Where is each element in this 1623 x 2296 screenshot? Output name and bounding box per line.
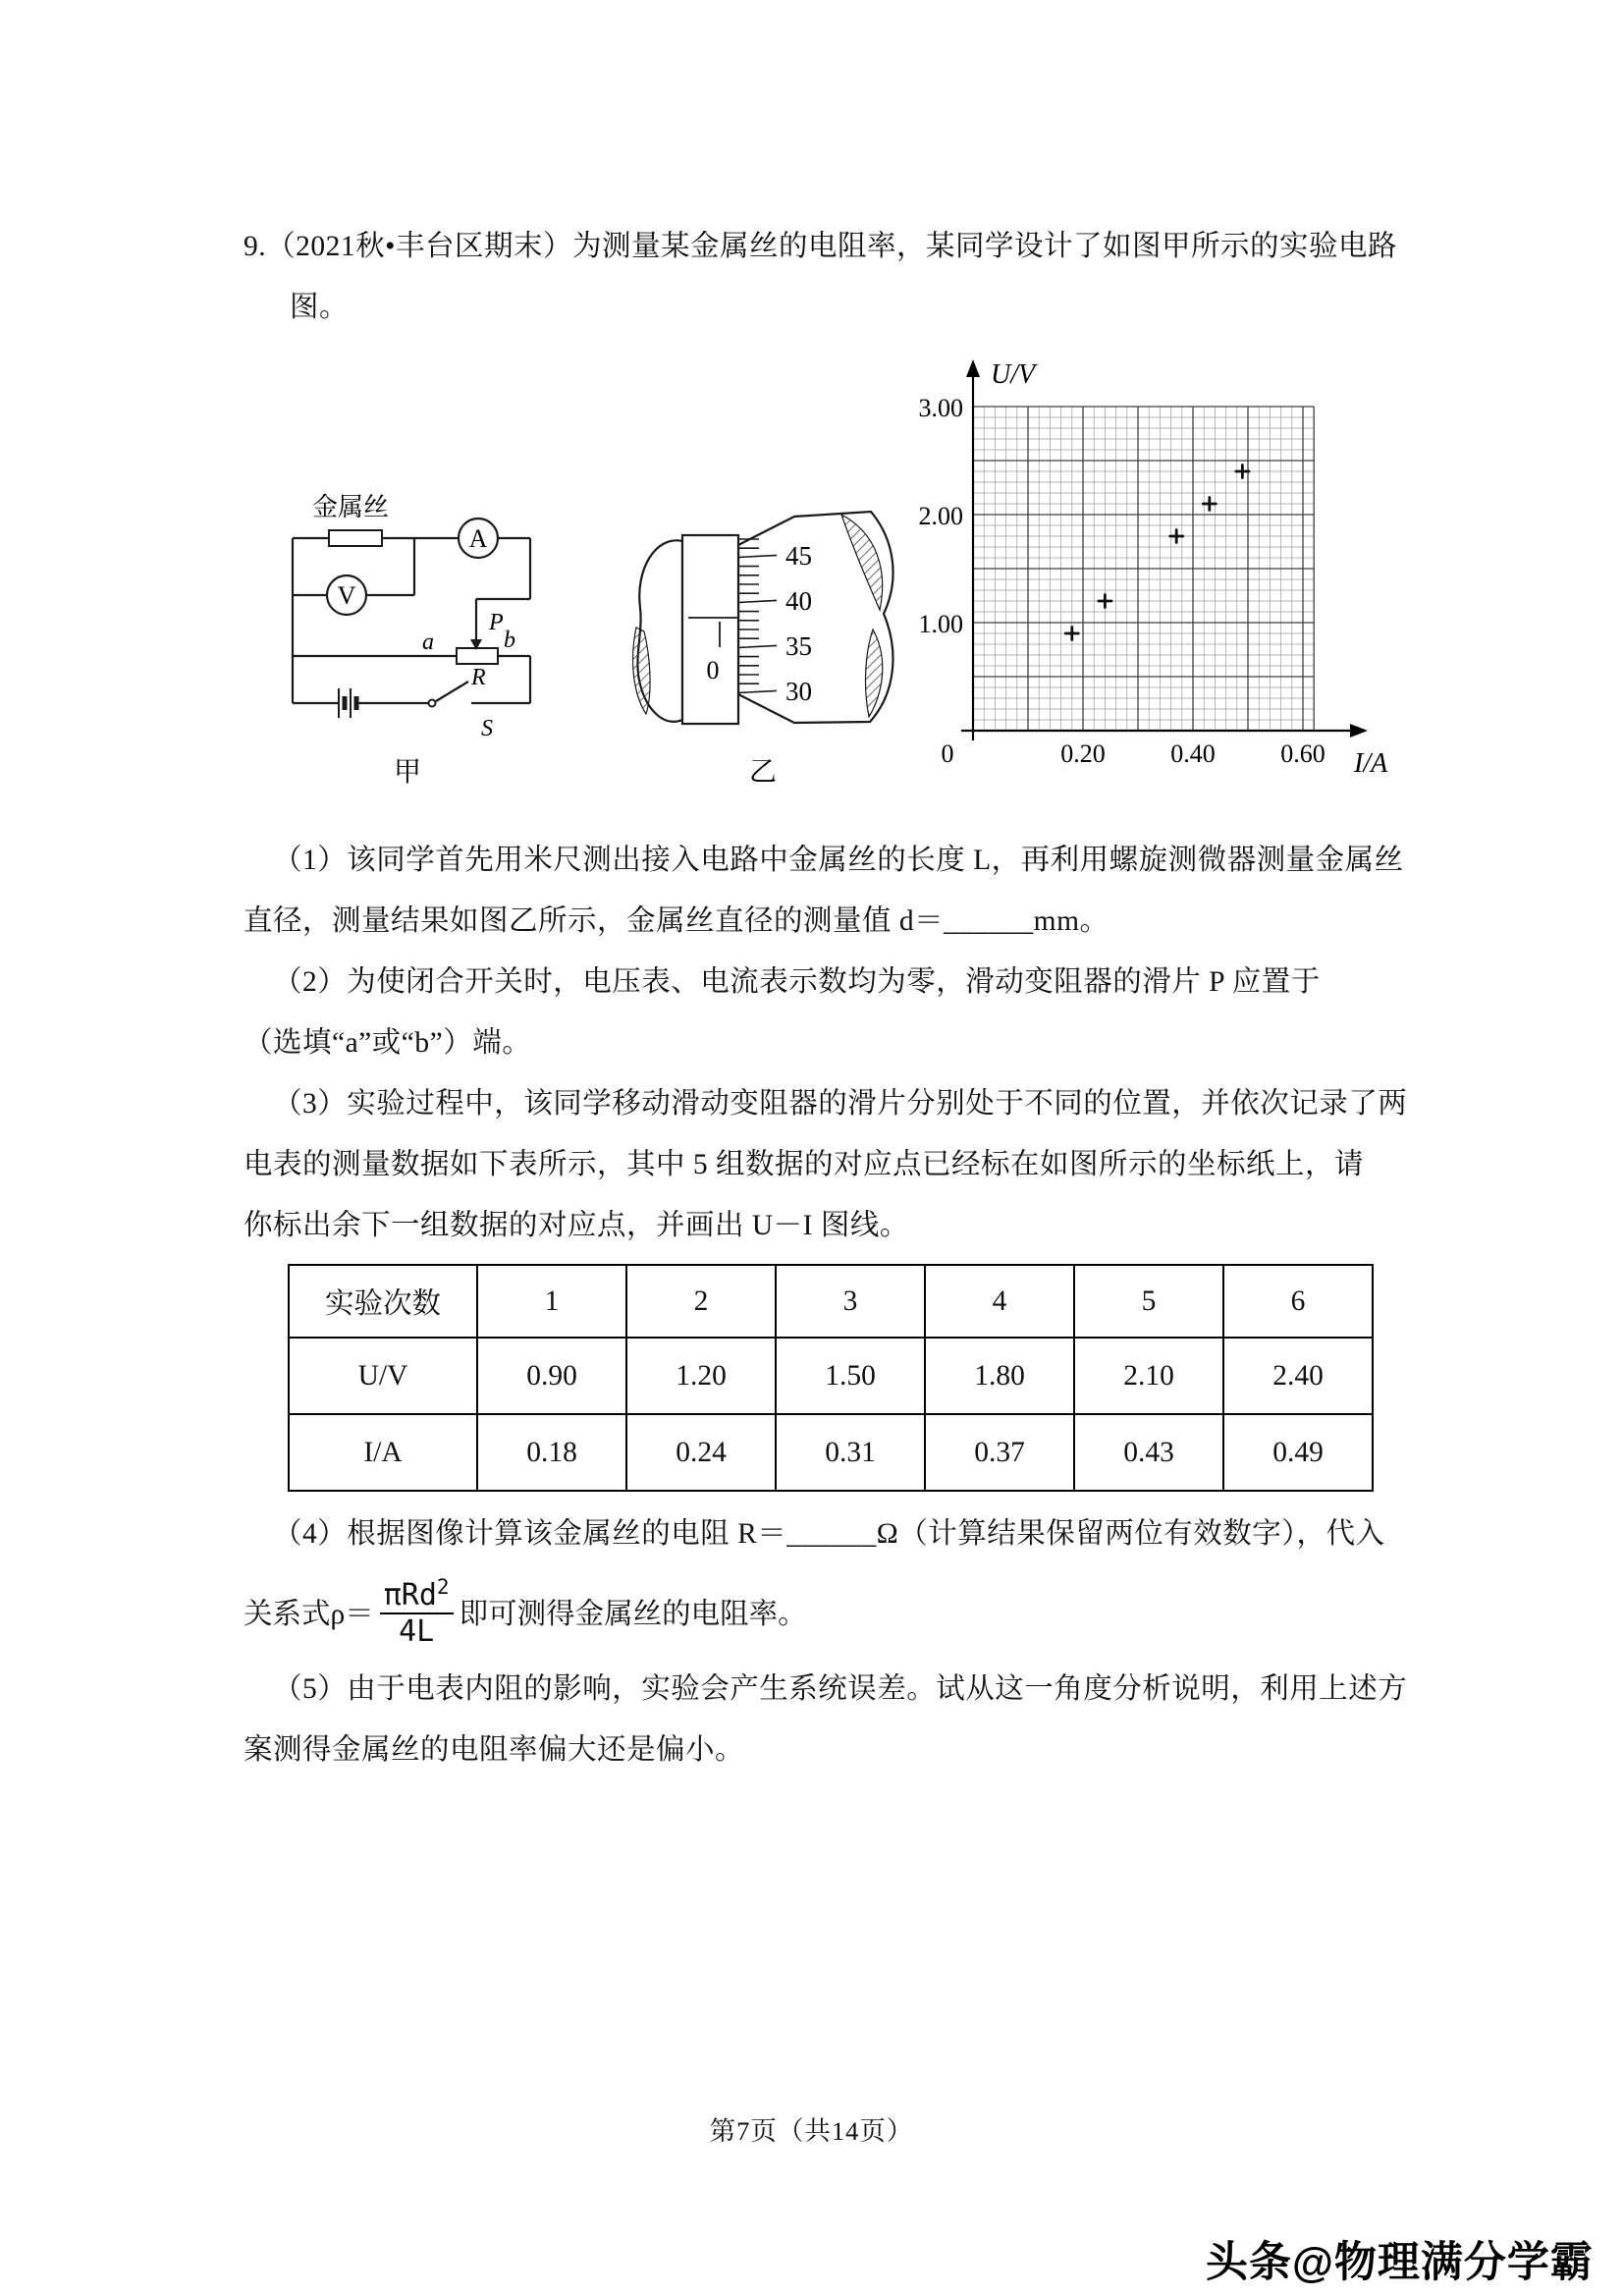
y-axis-arrow-icon: [966, 359, 980, 377]
graph-axes: [961, 369, 1356, 740]
circuit-diagram-figure: [187, 474, 579, 791]
circuit-caption: 甲: [393, 757, 422, 788]
table-cell: 1.20: [626, 1338, 776, 1414]
q1-line-2: 直径，测量结果如图乙所示，金属丝直径的测量值 d＝______mm。: [243, 905, 1109, 937]
switch-icon: [429, 682, 469, 707]
y-axis-title: U/V: [991, 359, 1036, 390]
formula-numerator-text: πRd: [383, 1577, 437, 1613]
terminal-a-label: a: [422, 629, 434, 655]
table-row: [289, 1338, 1373, 1414]
q3-line-3: 你标出余下一组数据的对应点，并画出 U－I 图线。: [243, 1210, 909, 1241]
rheostat-label: R: [471, 665, 486, 690]
q3-line-2: 电表的测量数据如下表所示，其中 5 组数据的对应点已经标在如图所示的坐标纸上，请: [243, 1149, 1365, 1180]
table-cell: 5: [1074, 1265, 1223, 1338]
ui-graph-svg: [916, 350, 1399, 790]
q1-line-1: （1）该同学首先用米尺测出接入电路中金属丝的长度 L，再利用螺旋测微器测量金属丝: [273, 845, 1404, 876]
formula-denominator: 4L: [399, 1614, 435, 1649]
voltmeter-label: V: [337, 581, 356, 610]
q5-line-2: 案测得金属丝的电阻率偏大还是偏小。: [243, 1734, 745, 1766]
metal-wire-resistor: [329, 530, 382, 546]
origin-tick: 0: [941, 739, 954, 768]
table-cell: 实验次数: [289, 1265, 477, 1338]
micrometer-svg: [584, 484, 938, 791]
table-cell: 1: [477, 1265, 626, 1338]
table-row: [289, 1265, 1373, 1338]
formula-fraction: [380, 1576, 454, 1648]
table-cell: 0.43: [1074, 1414, 1223, 1491]
table-cell: 0.49: [1223, 1414, 1373, 1491]
circuit-diagram-svg: [187, 474, 579, 791]
table-row: [289, 1414, 1373, 1491]
question-title-line-2: 图。: [290, 292, 350, 323]
micrometer-sleeve: [682, 535, 738, 724]
ammeter-label: A: [468, 524, 488, 553]
thimble-label-45: 45: [785, 541, 812, 571]
table-cell: 2.40: [1223, 1338, 1373, 1414]
graph-data-points: [1065, 465, 1249, 640]
experiment-data-table: [288, 1264, 1374, 1492]
switch-label: S: [481, 716, 493, 741]
page-number-footer: 第7页（共14页）: [709, 2116, 914, 2146]
thimble-label-40: 40: [785, 586, 812, 616]
thimble-label-30: 30: [785, 677, 812, 706]
table-cell: 4: [925, 1265, 1074, 1338]
table-cell: 0.18: [477, 1414, 626, 1491]
table-cell: U/V: [289, 1338, 477, 1414]
formula-numerator: [380, 1576, 454, 1615]
table-cell: 0.24: [626, 1414, 776, 1491]
table-cell: 0.90: [477, 1338, 626, 1414]
x-axis-title: I/A: [1354, 748, 1388, 779]
q5-line-1: （5）由于电表内阻的影响，实验会产生系统误差。试从这一角度分析说明，利用上述方: [273, 1673, 1408, 1705]
x-tick-020: 0.20: [1060, 739, 1106, 768]
x-axis-arrow-icon: [1350, 724, 1368, 738]
battery-icon: [339, 688, 356, 718]
formula-superscript: 2: [436, 1574, 450, 1599]
q3-line-1: （3）实验过程中，该同学移动滑动变阻器的滑片分别处于不同的位置，并依次记录了两: [273, 1088, 1408, 1120]
table-cell: 3: [776, 1265, 925, 1338]
q2-line-1: （2）为使闭合开关时，电压表、电流表示数均为零，滑动变阻器的滑片 P 应置于: [273, 966, 1321, 998]
graph-grid: [973, 407, 1314, 731]
table-cell: I/A: [289, 1414, 477, 1491]
micrometer-caption: 乙: [748, 757, 778, 788]
formula-pre-text: 关系式ρ＝: [243, 1599, 374, 1630]
terminal-b-label: b: [504, 628, 515, 653]
q2-line-2: （选填“a”或“b”）端。: [243, 1027, 532, 1059]
table-cell: 6: [1223, 1265, 1373, 1338]
ui-graph-figure: [916, 350, 1399, 790]
slider-label: P: [489, 610, 504, 635]
table-cell: 0.31: [776, 1414, 925, 1491]
y-tick-1: 1.00: [918, 610, 963, 638]
micrometer-figure: [584, 484, 938, 791]
question-title-line-1: 9.（2021秋•丰台区期末）为测量某金属丝的电阻率，某同学设计了如图甲所示的实验电路: [243, 231, 1397, 262]
y-tick-3: 3.00: [918, 394, 963, 422]
table-cell: 1.80: [925, 1338, 1074, 1414]
table-cell: 2.10: [1074, 1338, 1223, 1414]
thimble-label-35: 35: [785, 631, 812, 661]
table-cell: 2: [626, 1265, 776, 1338]
main-scale-zero: 0: [706, 656, 720, 684]
x-tick-060: 0.60: [1280, 739, 1325, 768]
resistivity-formula-row: [243, 1554, 807, 1669]
watermark-text: 头条@物理满分学霸: [1206, 2239, 1594, 2286]
y-tick-2: 2.00: [918, 502, 963, 530]
formula-post-text: 即可测得金属丝的电阻率。: [459, 1599, 807, 1630]
table-cell: 0.37: [925, 1414, 1074, 1491]
q4-line-1: （4）根据图像计算该金属丝的电阻 R＝______Ω（计算结果保留两位有效数字），代入: [273, 1518, 1385, 1550]
x-tick-040: 0.40: [1170, 739, 1216, 768]
rheostat-box: [457, 648, 498, 664]
table-cell: 1.50: [776, 1338, 925, 1414]
metal-wire-label: 金属丝: [311, 493, 390, 521]
